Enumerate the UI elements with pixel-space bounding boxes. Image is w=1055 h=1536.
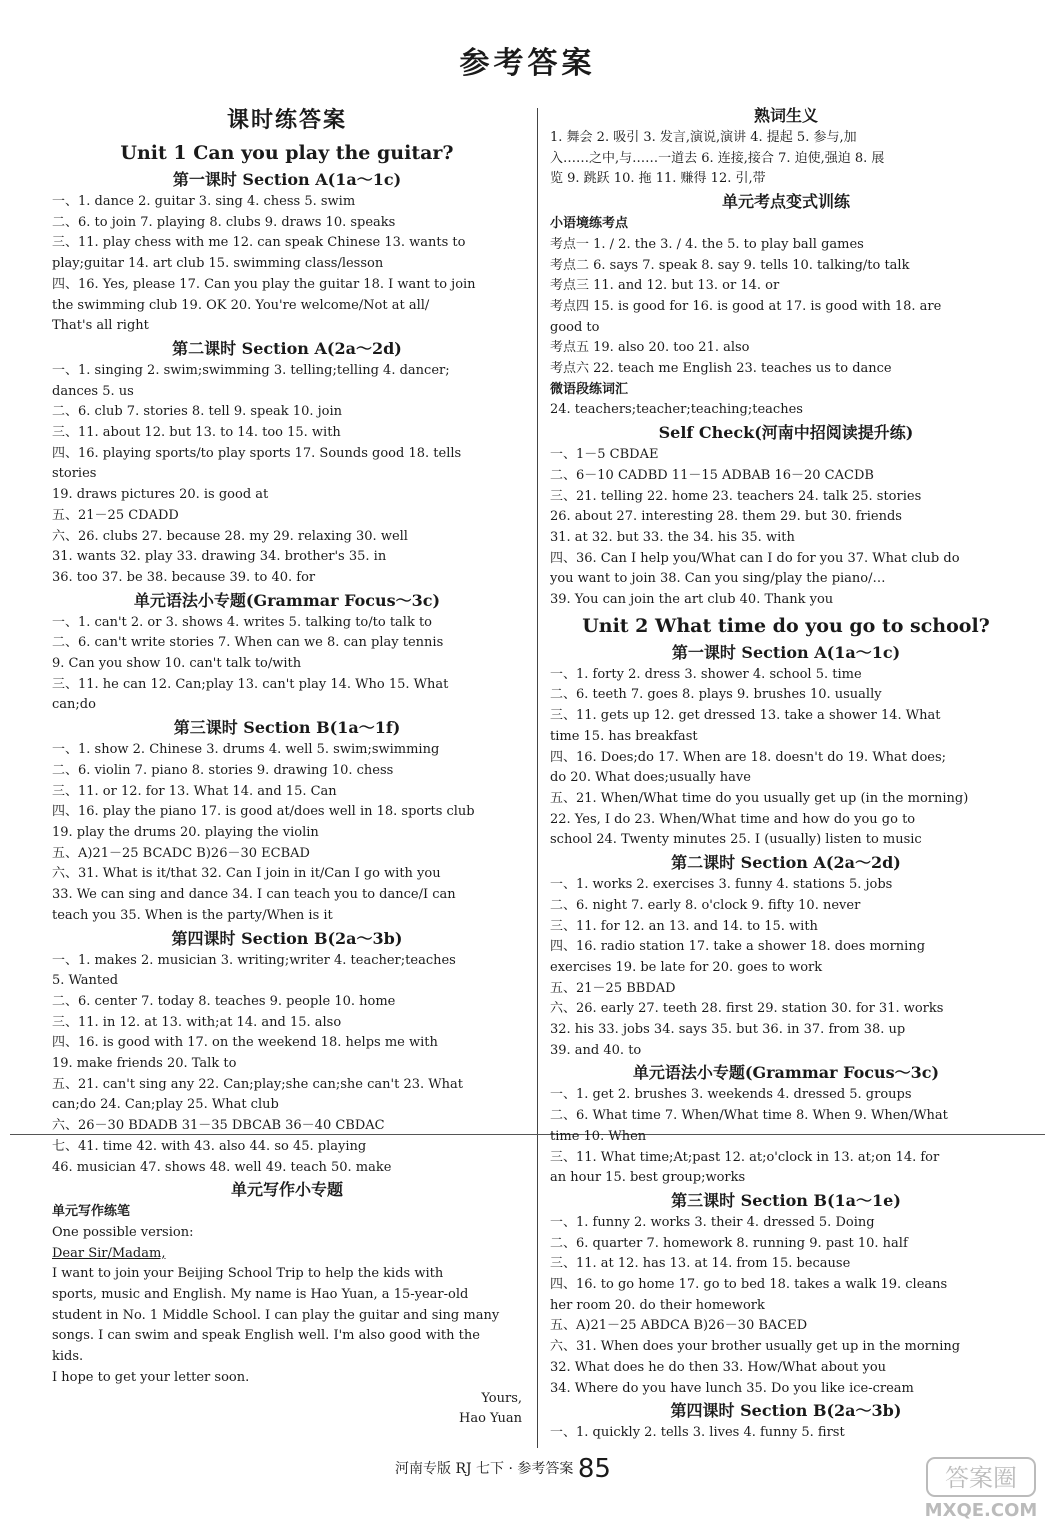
answer-line: her room 20. do their homework (550, 1297, 765, 1313)
answer-line: 46. musician 47. shows 48. well 49. teach 50. make (52, 1159, 392, 1175)
answer-line: I hope to get your letter soon. (52, 1369, 250, 1385)
answer-line: kids. (52, 1349, 84, 1365)
answer-line: 考点三 11. and 12. but 13. or 14. or (550, 278, 780, 294)
column-divider (537, 108, 538, 1448)
answer-line: time 10. When (550, 1128, 647, 1144)
answer-line: 三、11. about 12. but 13. to 14. too 15. with (52, 425, 341, 441)
answer-line: 三、11. or 12. for 13. What 14. and 15. Can (52, 783, 337, 799)
answer-line: 二、6. night 7. early 8. o'clock 9. fifty 10. never (550, 897, 861, 913)
answer-line: 三、11. for 12. an 13. and 14. to 15. with (550, 918, 818, 934)
answer-line: 五、21. When/What time do you usually get up (in the morning) (550, 790, 969, 806)
answer-line: 五、21－25 BBDAD (550, 980, 676, 996)
answer-line: 考点六 22. teach me English 23. teaches us to dance (550, 361, 892, 377)
answer-line: 七、41. time 42. with 43. also 44. so 45. playing (52, 1138, 367, 1154)
answer-line: 二、6. center 7. today 8. teaches 9. people 10. home (52, 993, 396, 1009)
lesson-heading: Self Check(河南中招阅读提升练) (658, 423, 914, 443)
answer-line: 六、26. clubs 27. because 28. my 29. relaxing 30. well (52, 528, 408, 544)
answer-line: 五、A)21－25 ABDCA B)26－30 BACED (550, 1318, 808, 1334)
answer-line: exercises 19. be late for 20. goes to work (550, 959, 823, 975)
answer-line: 四、16. Does;do 17. When are 18. doesn't do 19. What does; (550, 749, 947, 765)
footer (395, 1454, 611, 1484)
answer-line: 二、6. violin 7. piano 8. stories 9. drawing 10. chess (52, 762, 394, 778)
answer-line: 36. too 37. be 38. because 39. to 40. for (52, 569, 316, 585)
answer-line: student in No. 1 Middle School. I can play the guitar and sing many (52, 1307, 500, 1323)
answer-line: 四、16. is good with 17. on the weekend 18. helps me with (52, 1035, 438, 1051)
answer-line: play;guitar 14. art club 15. swimming class/lesson (52, 256, 384, 272)
answer-line: 五、A)21－25 BCADC B)26－30 ECBAD (52, 845, 310, 861)
answer-line: songs. I can swim and speak English well. I'm also good with the (52, 1328, 480, 1344)
answer-line: 四、16. radio station 17. take a shower 18. does morning (550, 939, 926, 955)
page-title: 参考答案 (459, 46, 596, 81)
lesson-heading: 第三课时 Section B(1a～1f) (173, 718, 401, 738)
answer-line: 一、1. works 2. exercises 3. funny 4. stations 5. jobs (550, 877, 893, 893)
answer-line: I want to join your Beijing School Trip to help the kids with (52, 1266, 444, 1282)
answer-line: 39. You can join the art club 40. Thank you (550, 592, 834, 608)
answer-line: That's all right (52, 318, 149, 334)
letter-signoff: Hao Yuan (459, 1411, 522, 1427)
answer-line: school 24. Twenty minutes 25. I (usually) listen to music (550, 832, 922, 848)
right-column (550, 104, 1022, 1444)
answer-line: good to (550, 319, 600, 335)
sub-heading: 微语段练词汇 (550, 381, 629, 397)
answer-line: 34. Where do you have lunch 35. Do you like ice-cream (550, 1380, 914, 1396)
lesson-heading: 第一课时 Section A(1a～1c) (172, 170, 402, 189)
answer-line: 33. We can sing and dance 34. I can teach you to dance/I can (52, 887, 456, 903)
left-column (52, 104, 522, 1430)
letter-salutation: Dear Sir/Madam, (52, 1245, 166, 1261)
answer-line: can;do 24. Can;play 25. What club (52, 1097, 279, 1113)
answer-line: 二、6. What time 7. When/What time 8. When 9. When/What (550, 1108, 948, 1124)
answer-line: 四、16. Yes, please 17. Can you play the guitar 18. I want to join (52, 276, 476, 292)
answer-line: 19. play the drums 20. playing the violin (52, 824, 319, 840)
answer-line: 5. Wanted (52, 973, 119, 989)
answer-line: 六、31. What is it/that 32. Can I join in it/Can I go with you (52, 866, 441, 882)
answer-line: 39. and 40. to (550, 1042, 642, 1058)
answer-line: 26. about 27. interesting 28. them 29. but 30. friends (550, 509, 902, 525)
answer-line: 三、11. he can 12. Can;play 13. can't play 14. Who 15. What (52, 676, 449, 692)
sub-heading: 小语境练考点 (550, 216, 629, 232)
answer-line: sports, music and English. My name is Hao Yuan, a 15-year-old (52, 1287, 469, 1303)
answer-line: 32. What does he do then 33. How/What about you (550, 1359, 887, 1375)
lesson-heading: 熟词生义 (753, 106, 818, 125)
answer-line: 32. his 33. jobs 34. says 35. but 36. in 37. from 38. up (550, 1022, 906, 1038)
watermark-logo (921, 1454, 1041, 1522)
answer-line: 览 9. 跳跃 10. 拖 11. 赚得 12. 引,带 (550, 171, 766, 187)
answer-line: 三、11. play chess with me 12. can speak Chinese 13. wants to (52, 235, 466, 251)
answer-line: time 15. has breakfast (550, 728, 698, 744)
answer-line: 四、16. to go home 17. go to bed 18. takes a walk 19. cleans (550, 1277, 948, 1293)
answer-line: 二、6. quarter 7. homework 8. running 9. past 10. half (550, 1235, 908, 1251)
answer-line: One possible version: (52, 1224, 194, 1240)
answer-line: 一、1. funny 2. works 3. their 4. dressed 5. Doing (550, 1214, 875, 1230)
footer-text: 河南专版 RJ 七下 · 参考答案 (395, 1461, 578, 1477)
lesson-heading: 单元考点变式训练 (721, 192, 850, 212)
answer-line: an hour 15. best group;works (550, 1170, 746, 1186)
section-heading: 课时练答案 (226, 108, 347, 133)
answer-line: 六、26－30 BDADB 31－35 DBCAB 36－40 CBDAC (52, 1118, 385, 1134)
sub-heading: 单元写作练笔 (52, 1204, 131, 1220)
lesson-heading: 第四课时 Section B(2a～3b) (171, 928, 403, 948)
answer-line: 一、1－5 CBDAE (550, 447, 659, 463)
answer-line: 24. teachers;teacher;teaching;teaches (550, 402, 803, 418)
unit-heading: Unit 1 Can you play the guitar? (120, 142, 454, 164)
answer-line: 二、6. can't write stories 7. When can we 8. can play tennis (52, 635, 444, 651)
answer-line: dances 5. us (52, 383, 134, 399)
answer-line: 31. at 32. but 33. the 34. his 35. with (550, 529, 795, 545)
answer-line: 五、21. can't sing any 22. Can;play;she can;she can't 23. What (52, 1076, 463, 1092)
letter-signoff: Yours, (481, 1390, 522, 1406)
lesson-heading: 第一课时 Section A(1a～1c) (671, 642, 901, 662)
lesson-heading: 单元写作小专题 (230, 1180, 343, 1200)
answer-line: you want to join 38. Can you sing/play the piano/… (550, 571, 886, 587)
answer-line: 一、1. forty 2. dress 3. shower 4. school 5. time (550, 666, 862, 682)
answer-line: 三、11. What time;At;past 12. at;o'clock in 13. at;on 14. for (550, 1149, 940, 1165)
answer-line: teach you 35. When is the party/When is it (52, 907, 333, 923)
watermark-url: MXQE.COM (924, 1500, 1038, 1521)
answer-line: 9. Can you show 10. can't talk to/with (52, 656, 302, 672)
answer-line: 四、16. playing sports/to play sports 17. Sounds good 18. tells (52, 445, 462, 461)
answer-line: 二、6. to join 7. playing 8. clubs 9. draws 10. speaks (52, 214, 396, 230)
answer-line: can;do (52, 697, 96, 713)
lesson-heading: 单元语法小专题(Grammar Focus～3c) (133, 590, 441, 610)
answer-line: 1. 舞会 2. 吸引 3. 发言,演说,演讲 4. 提起 5. 参与,加 (550, 130, 857, 145)
answer-line: 考点五 19. also 20. too 21. also (550, 340, 750, 356)
answer-line: 四、36. Can I help you/What can I do for you 37. What club do (550, 550, 960, 566)
answer-line: 三、11. in 12. at 13. with;at 14. and 15. also (52, 1014, 342, 1030)
unit-heading: Unit 2 What time do you go to school? (582, 614, 990, 637)
answer-line: 三、21. telling 22. home 23. teachers 24. talk 25. stories (550, 488, 922, 504)
answer-line: 二、6. teeth 7. goes 8. plays 9. brushes 10. usually (550, 687, 882, 703)
answer-line: 考点四 15. is good for 16. is good at 17. is good with 18. are (550, 298, 942, 314)
answer-line: 五、21－25 CDADD (52, 507, 179, 523)
watermark-text: 答案圈 (945, 1464, 1017, 1492)
answer-line: 六、26. early 27. teeth 28. first 29. station 30. for 31. works (550, 1001, 944, 1017)
answer-line: 19. draws pictures 20. is good at (52, 487, 269, 503)
answer-line: 三、11. at 12. has 13. at 14. from 15. because (550, 1256, 851, 1272)
answer-line: 三、11. gets up 12. get dressed 13. take a shower 14. What (550, 708, 941, 724)
answer-line: the swimming club 19. OK 20. You're welcome/Not at all/ (52, 297, 430, 313)
answer-line: 入……之中,与……一道去 6. 连接,接合 7. 迫使,强迫 8. 展 (550, 150, 885, 166)
answer-line: stories (52, 466, 97, 482)
lesson-heading: 第三课时 Section B(1a～1e) (671, 1190, 901, 1210)
answer-line: 六、31. When does your brother usually get up in the morning (550, 1339, 961, 1355)
lesson-heading: 第二课时 Section A(2a～2d) (671, 853, 901, 873)
answer-line: 一、1. singing 2. swim;swimming 3. telling;telling 4. dancer; (52, 362, 450, 378)
lesson-heading: 单元语法小专题(Grammar Focus～3c) (632, 1063, 940, 1083)
answer-line: 一、1. show 2. Chinese 3. drums 4. well 5. swim;swimming (52, 742, 440, 758)
answer-line: 二、6－10 CADBD 11－15 ADBAB 16－20 CACDB (550, 467, 874, 483)
lesson-heading: 第二课时 Section A(2a～2d) (172, 338, 402, 358)
answer-line: 二、6. club 7. stories 8. tell 9. speak 10. join (52, 404, 343, 420)
answer-line: 考点一 1. / 2. the 3. / 4. the 5. to play ball games (550, 236, 864, 252)
answer-line: 四、16. play the piano 17. is good at/does well in 18. sports club (52, 804, 475, 820)
answer-line: 一、1. can't 2. or 3. shows 4. writes 5. talking to/to talk to (52, 614, 433, 630)
answer-line: 22. Yes, I do 23. When/What time and how do you go to (550, 811, 916, 827)
lesson-heading: 第四课时 Section B(2a～3b) (670, 1401, 902, 1421)
answer-line: 一、1. makes 2. musician 3. writing;writer 4. teacher;teaches (52, 952, 456, 968)
answer-line: 一、1. get 2. brushes 3. weekends 4. dressed 5. groups (550, 1087, 912, 1103)
answer-line: 一、1. dance 2. guitar 3. sing 4. chess 5. swim (52, 194, 356, 209)
page-number: 85 (577, 1454, 611, 1484)
answer-line: do 20. What does;usually have (550, 770, 751, 786)
answer-line: 一、1. quickly 2. tells 3. lives 4. funny 5. first (550, 1425, 845, 1441)
answer-line: 考点二 6. says 7. speak 8. say 9. tells 10. talking/to talk (550, 257, 910, 273)
answer-line: 19. make friends 20. Talk to (52, 1056, 237, 1072)
answer-line: 31. wants 32. play 33. drawing 34. brother's 35. in (52, 549, 387, 565)
